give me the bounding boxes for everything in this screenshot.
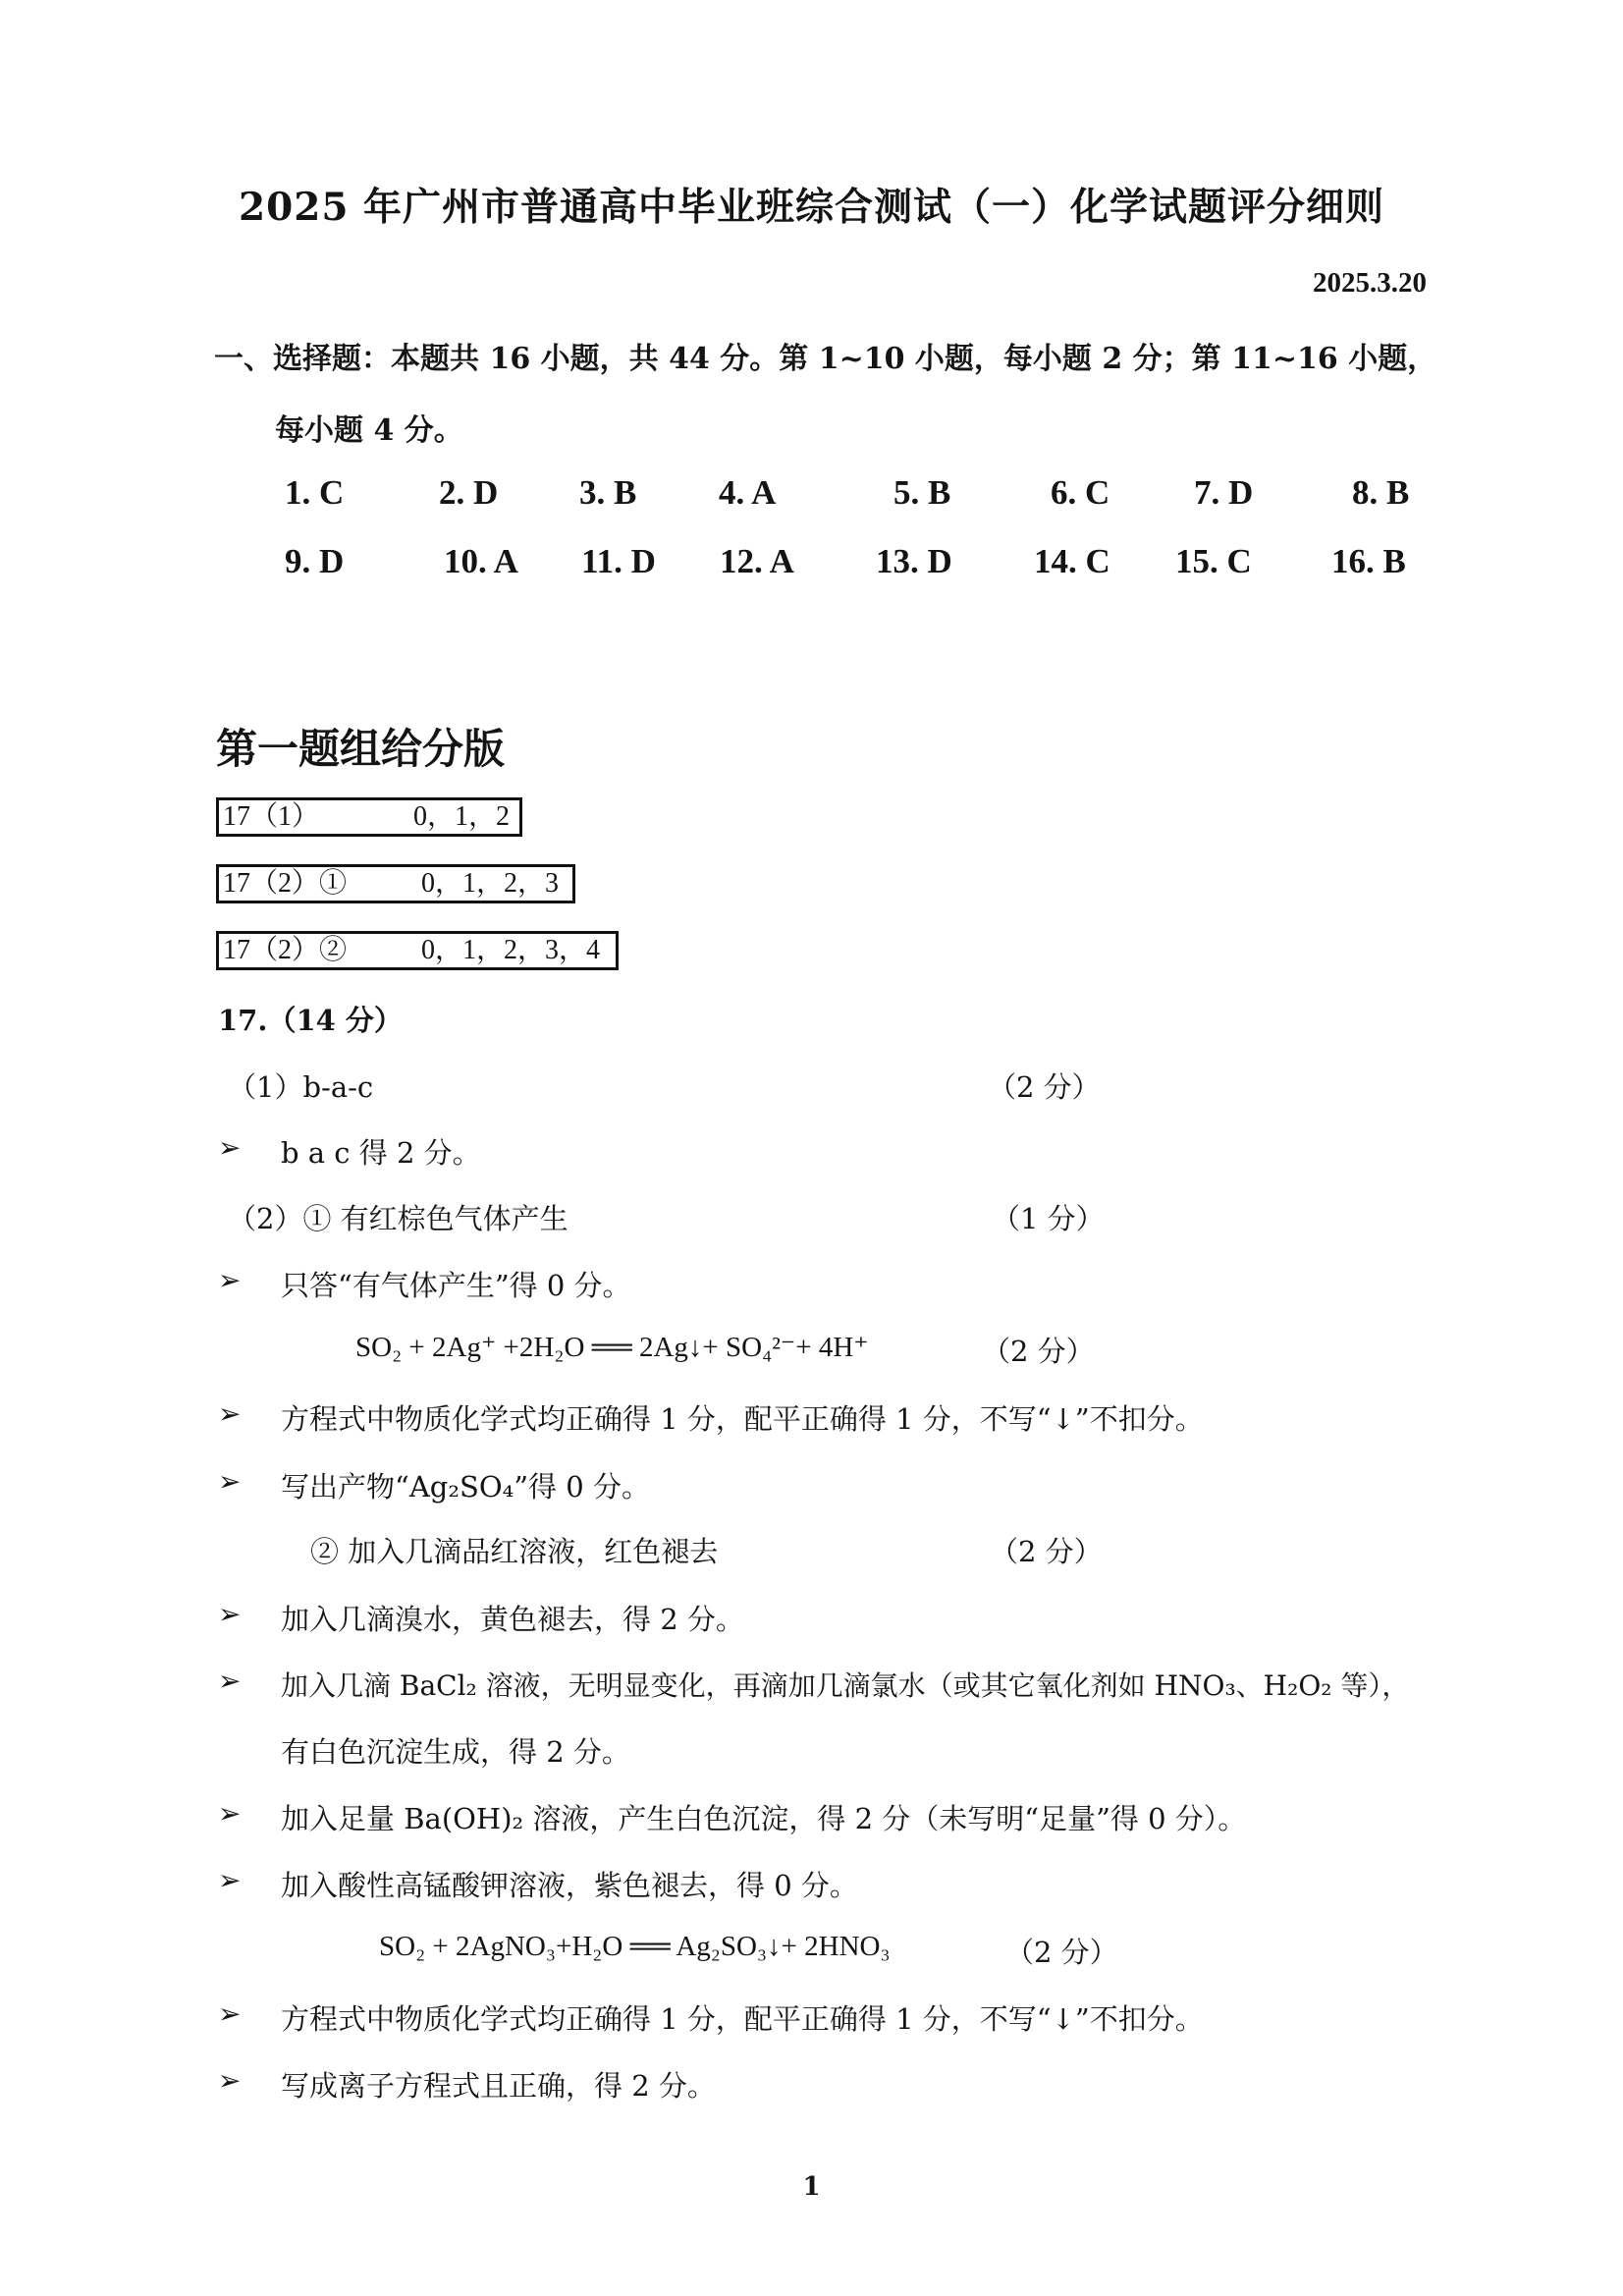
note-line: b a c 得 2 分。 <box>281 1136 481 1170</box>
score-box-points: 0，1，2 <box>413 801 511 832</box>
section1-instructions: 一、选择题：本题共 16 小题，共 44 分。第 1~10 小题，每小题 2 分；第 11~16 小题， <box>214 342 1437 376</box>
answer-item: 16. B <box>1331 542 1406 580</box>
answer-item: 5. B <box>893 473 951 512</box>
answer-item: 11. D <box>581 542 656 580</box>
bullet-icon: ➢ <box>218 1465 242 1498</box>
answer-item: 12. A <box>720 542 794 580</box>
section1-instructions-cont: 每小题 4 分。 <box>275 413 463 448</box>
answer-item: 6. C <box>1051 473 1110 512</box>
note-line: 加入几滴溴水，黄色褪去，得 2 分。 <box>281 1603 744 1636</box>
equation: SO₂ + 2AgNO₃+H₂O ══ Ag₂SO₃↓+ 2HNO₃ <box>379 1931 891 1962</box>
page-number: 1 <box>802 2172 821 2202</box>
answer-item: 9. D <box>285 542 345 580</box>
bullet-icon: ➢ <box>218 1797 242 1830</box>
answer-item: 14. C <box>1034 542 1110 580</box>
bullet-icon: ➢ <box>218 2064 242 2097</box>
score-box <box>216 931 619 970</box>
score-box <box>216 864 575 903</box>
question-header: 17.（14 分） <box>218 1004 403 1037</box>
answer-item: 7. D <box>1194 473 1254 512</box>
score-label: （2 分） <box>988 1070 1101 1104</box>
score-box-label: 17（2）① <box>223 868 348 899</box>
note-line: 只答“有气体产生”得 0 分。 <box>281 1269 631 1302</box>
score-box-points: 0，1，2，3 <box>421 868 560 899</box>
note-line: 写出产物“Ag₂SO₄”得 0 分。 <box>281 1470 650 1503</box>
note-line: 方程式中物质化学式均正确得 1 分，配平正确得 1 分，不写“↓”不扣分。 <box>281 2002 1204 2036</box>
answer-item: 3. B <box>579 473 637 512</box>
note-line: 写成离子方程式且正确，得 2 分。 <box>281 2069 716 2103</box>
score-box <box>216 797 522 837</box>
score-label: （2 分） <box>1005 1936 1118 1969</box>
answer-item: 2. D <box>439 473 499 512</box>
score-label: （2 分） <box>982 1335 1095 1368</box>
score-box-label: 17（2）② <box>223 935 348 965</box>
score-box-label: 17（1） <box>223 801 320 832</box>
score-box-points: 0，1，2，3，4 <box>421 935 601 965</box>
bullet-icon: ➢ <box>218 1997 242 2030</box>
answer-item: 13. D <box>876 542 952 580</box>
bullet-icon: ➢ <box>218 1397 242 1430</box>
answer-line: （1）b-a-c <box>228 1070 374 1104</box>
answer-item: 8. B <box>1352 473 1410 512</box>
answer-line: （2）① 有红棕色气体产生 <box>228 1202 568 1235</box>
equation: SO₂ + 2Ag⁺ +2H₂O ══ 2Ag↓+ SO₄²⁻+ 4H⁺ <box>355 1332 869 1363</box>
bullet-icon: ➢ <box>218 1598 242 1630</box>
answer-item: 10. A <box>444 542 518 580</box>
note-line: 加入酸性高锰酸钾溶液，紫色褪去，得 0 分。 <box>281 1869 858 1902</box>
page-title: 2025 年广州市普通高中毕业班综合测试（一）化学试题评分细则 <box>238 185 1385 230</box>
date: 2025.3.20 <box>1313 267 1427 299</box>
group-heading: 第一题组给分版 <box>216 725 506 773</box>
bullet-icon: ➢ <box>218 1665 242 1697</box>
note-line: 加入几滴 BaCl₂ 溶液，无明显变化，再滴加几滴氯水（或其它氧化剂如 HNO₃、H₂O₂ 等）， <box>281 1669 1410 1702</box>
bullet-icon: ➢ <box>218 1864 242 1896</box>
bullet-icon: ➢ <box>218 1131 242 1164</box>
note-line: 有白色沉淀生成，得 2 分。 <box>281 1735 630 1769</box>
score-label: （2 分） <box>990 1535 1103 1568</box>
bullet-icon: ➢ <box>218 1264 242 1296</box>
note-line: 加入足量 Ba(OH)₂ 溶液，产生白色沉淀，得 2 分（未写明“足量”得 0 分）。 <box>281 1802 1247 1835</box>
score-label: （1 分） <box>992 1202 1105 1235</box>
note-line: 方程式中物质化学式均正确得 1 分，配平正确得 1 分，不写“↓”不扣分。 <box>281 1402 1204 1436</box>
answer-item: 4. A <box>719 473 777 512</box>
answer-line: ② 加入几滴品红溶液，红色褪去 <box>310 1535 719 1568</box>
answer-item: 15. C <box>1175 542 1252 580</box>
answer-item: 1. C <box>285 473 345 512</box>
